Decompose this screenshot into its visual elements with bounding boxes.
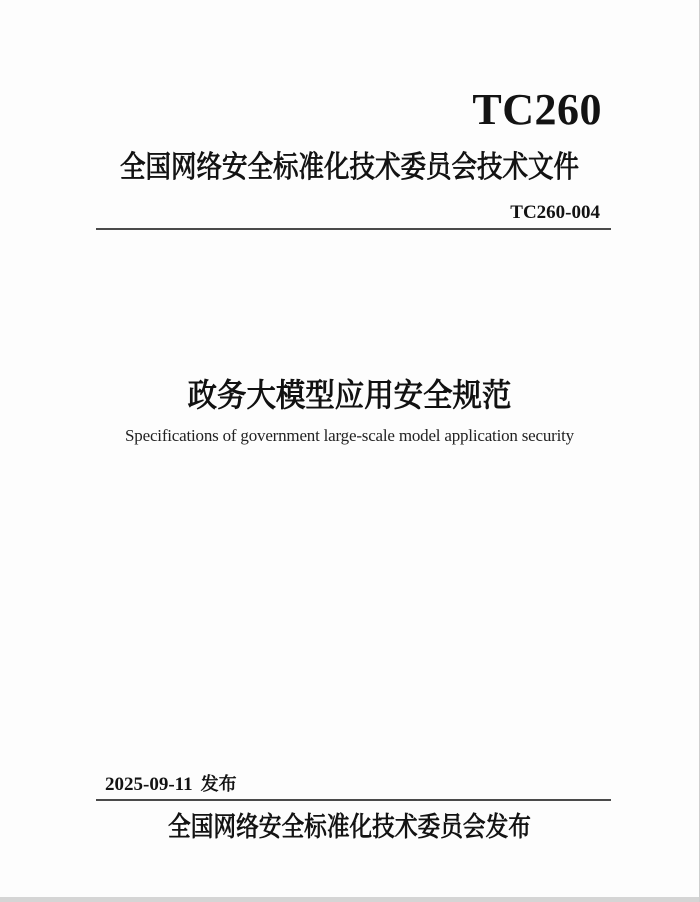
committee-doc-type-line: 全国网络安全标准化技术委员会技术文件 xyxy=(119,151,579,184)
scan-bottom-edge xyxy=(0,897,699,902)
top-divider-line xyxy=(96,228,611,230)
release-date-row xyxy=(105,772,237,797)
release-label: 发布 xyxy=(200,774,237,794)
doc-number: TC260-004 xyxy=(510,202,600,223)
bottom-divider-line xyxy=(96,799,611,801)
doc-title-en: Specifications of government large-scale model application security xyxy=(125,426,574,445)
doc-title-zh: 政务大模型应用安全规范 xyxy=(187,377,512,413)
release-date: 2025-09-11 xyxy=(105,774,193,795)
publisher-line: 全国网络安全标准化技术委员会发布 xyxy=(168,812,531,842)
org-code-heading: TC260 xyxy=(472,85,602,134)
